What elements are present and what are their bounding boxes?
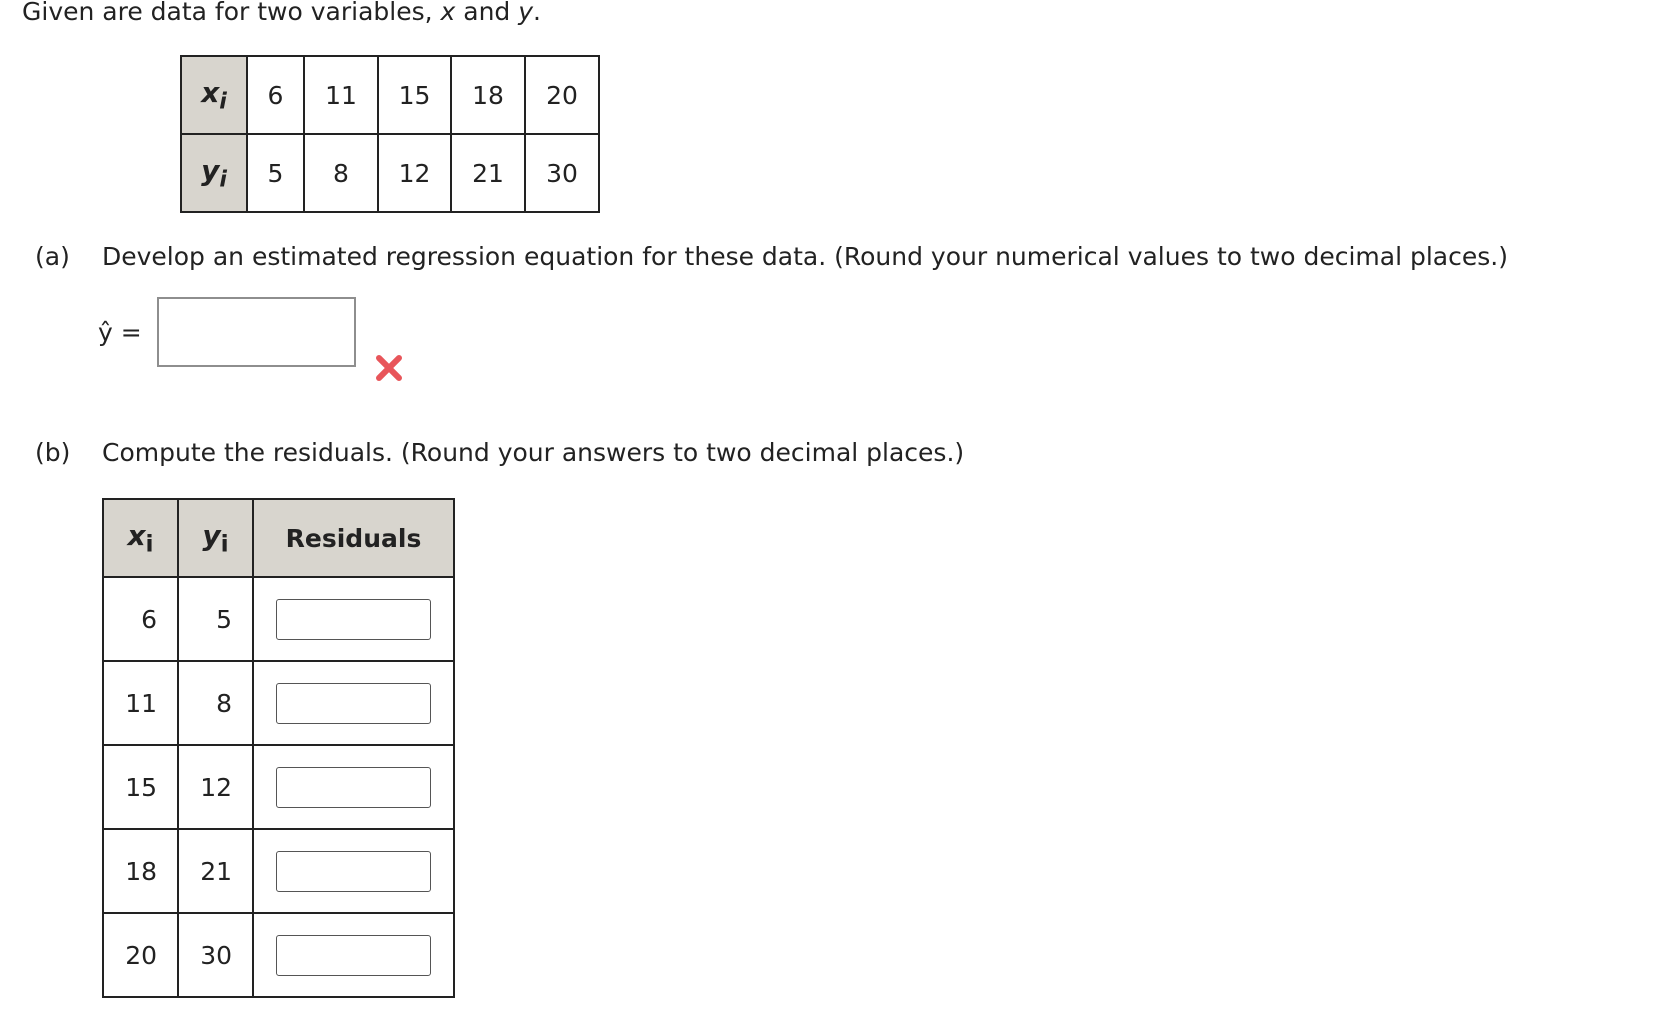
incorrect-x-icon (373, 352, 405, 384)
y-header: $y_i$ (181, 134, 247, 212)
data-row-x (181, 56, 599, 134)
regression-equation-input[interactable] (157, 297, 356, 367)
table-row (103, 577, 454, 661)
residuals-y-header: $y_i$ (178, 499, 253, 577)
part-a-letter: (a) (35, 242, 70, 271)
row-x: 11 (103, 661, 178, 745)
row-y: 21 (178, 829, 253, 913)
y-value: 8 (304, 134, 378, 212)
residual-cell (253, 577, 454, 661)
y-value: 12 (378, 134, 451, 212)
intro-suffix: . (533, 0, 541, 26)
row-y: 30 (178, 913, 253, 997)
part-b-letter: (b) (35, 438, 71, 467)
x-header: $x_i$ (181, 56, 247, 134)
table-row (103, 745, 454, 829)
row-x: 20 (103, 913, 178, 997)
y-value: 30 (525, 134, 599, 212)
part-a-text: Develop an estimated regression equation for these data. (Round your numerical values to two decimal places.) (102, 242, 1508, 271)
table-row (103, 913, 454, 997)
residual-input-5[interactable] (276, 935, 431, 976)
residual-input-4[interactable] (276, 851, 431, 892)
y-value: 5 (247, 134, 304, 212)
x-value: 11 (304, 56, 378, 134)
data-table (180, 55, 600, 213)
residuals-table (102, 498, 455, 998)
residual-cell (253, 745, 454, 829)
row-y: 8 (178, 661, 253, 745)
intro-prefix: Given are data for two variables, (22, 0, 441, 26)
intro-var-y: y (518, 0, 534, 26)
x-value: 15 (378, 56, 451, 134)
row-x: 6 (103, 577, 178, 661)
part-b-text: Compute the residuals. (Round your answers to two decimal places.) (102, 438, 965, 467)
intro-var-x: x (440, 0, 456, 26)
residuals-x-header: $x_i$ (103, 499, 178, 577)
residuals-header-row (103, 499, 454, 577)
part-b-prompt (35, 438, 964, 467)
row-x: 15 (103, 745, 178, 829)
residual-input-2[interactable] (276, 683, 431, 724)
yhat-label: ŷ = (98, 318, 142, 347)
residual-cell (253, 661, 454, 745)
x-value: 20 (525, 56, 599, 134)
residual-input-1[interactable] (276, 599, 431, 640)
problem-intro (22, 0, 541, 29)
row-y: 5 (178, 577, 253, 661)
x-value: 6 (247, 56, 304, 134)
part-a-prompt (35, 242, 1508, 271)
y-value: 21 (451, 134, 525, 212)
intro-and: and (455, 0, 519, 26)
residual-cell (253, 913, 454, 997)
data-row-y (181, 134, 599, 212)
residual-cell (253, 829, 454, 913)
row-x: 18 (103, 829, 178, 913)
residual-input-3[interactable] (276, 767, 431, 808)
table-row (103, 661, 454, 745)
row-y: 12 (178, 745, 253, 829)
residuals-header: Residuals (253, 499, 454, 577)
table-row (103, 829, 454, 913)
x-value: 18 (451, 56, 525, 134)
